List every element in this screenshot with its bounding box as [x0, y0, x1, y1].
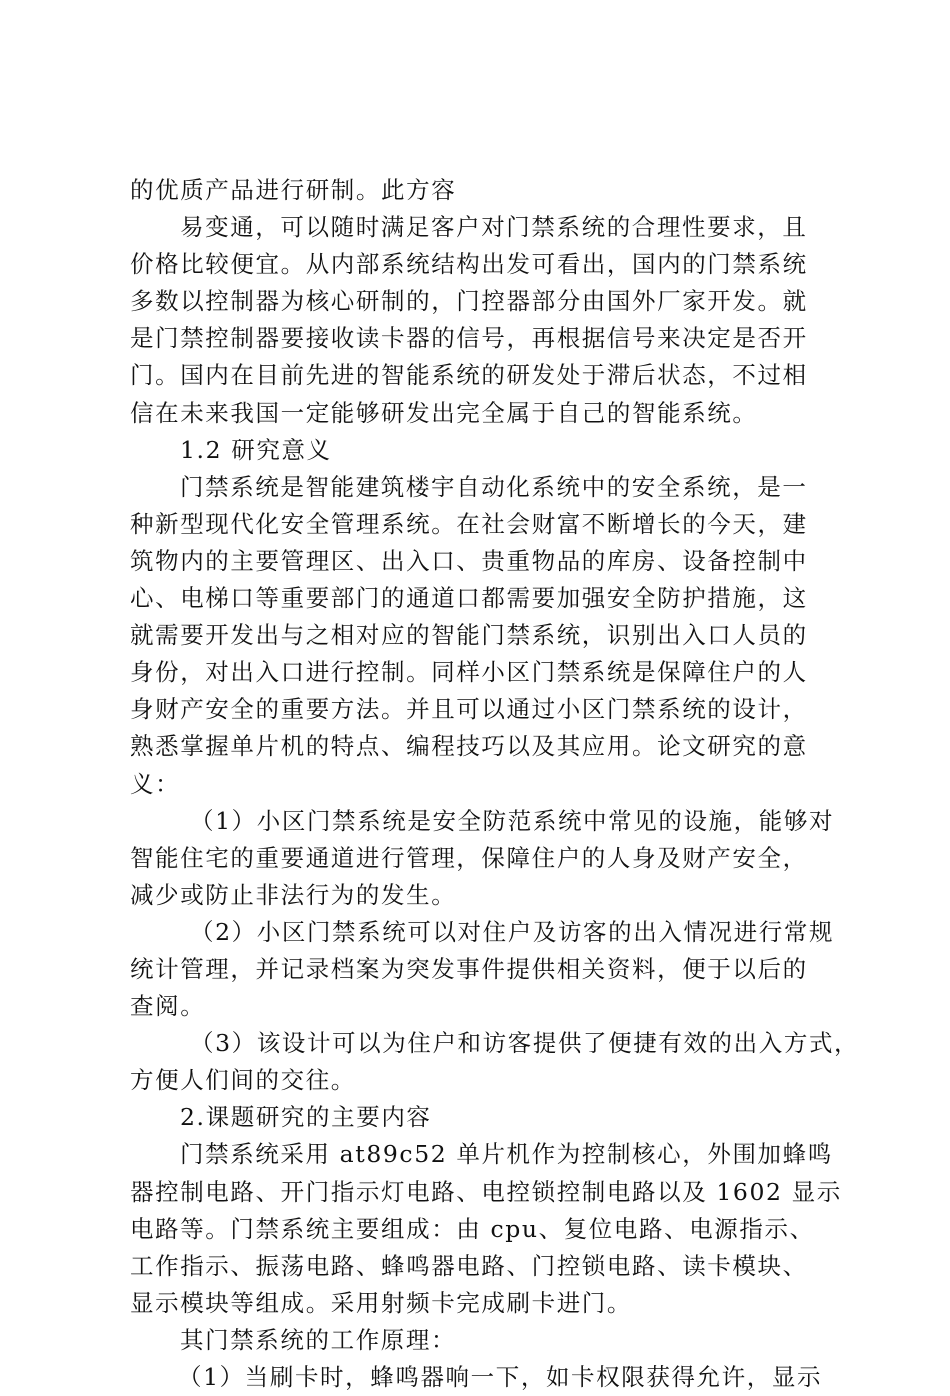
text-line: 身财产安全的重要方法。并且可以通过小区门禁系统的设计，	[130, 695, 808, 724]
text-line: 心、电梯口等重要部门的通道口都需要加强安全防护措施，这	[130, 584, 808, 613]
section-heading-1-2: 1.2 研究意义	[180, 435, 332, 464]
text-line: 查阅。	[130, 992, 206, 1021]
list-item-principle-1: （1）当刷卡时，蜂鸣器响一下，如卡权限获得允许，显示	[178, 1363, 823, 1391]
text-line: 义：	[130, 769, 181, 798]
text-line: 就需要开发出与之相对应的智能门禁系统，识别出入口人员的	[130, 621, 808, 650]
text-line: 身份，对出入口进行控制。同样小区门禁系统是保障住户的人	[130, 658, 808, 687]
text-line: 器控制电路、开门指示灯电路、电控锁控制电路以及 1602 显示	[130, 1177, 842, 1206]
list-item-1: （1）小区门禁系统是安全防范系统中常见的设施，能够对	[190, 806, 835, 835]
text-line: 是门禁控制器要接收读卡器的信号，再根据信号来决定是否开	[130, 324, 808, 353]
list-item-3: （3）该设计可以为住户和访客提供了便捷有效的出入方式，	[190, 1029, 860, 1058]
text-line: 显示模块等组成。采用射频卡完成刷卡进门。	[130, 1288, 632, 1317]
text-line: 门。国内在目前先进的智能系统的研发处于滞后状态，不过相	[130, 361, 808, 390]
text-line: 电路等。门禁系统主要组成：由 cpu、复位电路、电源指示、	[130, 1214, 815, 1243]
text-line: 价格比较便宜。从内部系统结构出发可看出，国内的门禁系统	[130, 250, 808, 279]
body-text	[130, 172, 860, 1396]
section-heading-2: 2.课题研究的主要内容	[180, 1103, 432, 1132]
text-line: 其门禁系统的工作原理：	[180, 1325, 457, 1354]
text-line: 熟悉掌握单片机的特点、编程技巧以及其应用。论文研究的意	[130, 732, 808, 761]
text-line: 种新型现代化安全管理系统。在社会财富不断增长的今天，建	[130, 509, 808, 538]
text-line: 筑物内的主要管理区、出入口、贵重物品的库房、设备控制中	[130, 546, 808, 575]
text-line: 方便人们间的交往。	[130, 1066, 356, 1095]
text-line: 门禁系统采用 at89c52 单片机作为控制核心，外围加蜂鸣	[180, 1140, 833, 1169]
list-item-2: （2）小区门禁系统可以对住户及访客的出入情况进行常规	[190, 917, 835, 946]
text-line: 智能住宅的重要通道进行管理，保障住户的人身及财产安全，	[130, 843, 808, 872]
text-line: 统计管理，并记录档案为突发事件提供相关资料，便于以后的	[130, 954, 808, 983]
text-line: 减少或防止非法行为的发生。	[130, 880, 457, 909]
text-line: 工作指示、振荡电路、蜂鸣器电路、门控锁电路、读卡模块、	[130, 1251, 808, 1280]
text-line: 易变通，可以随时满足客户对门禁系统的合理性要求，且	[180, 213, 808, 242]
text-line: 多数以控制器为核心研制的，门控器部分由国外厂家开发。就	[130, 287, 808, 316]
text-line: 门禁系统是智能建筑楼宇自动化系统中的安全系统，是一	[180, 472, 808, 501]
text-line: 信在未来我国一定能够研发出完全属于自己的智能系统。	[130, 398, 758, 427]
text-line: 的优质产品进行研制。此方容	[130, 176, 457, 204]
